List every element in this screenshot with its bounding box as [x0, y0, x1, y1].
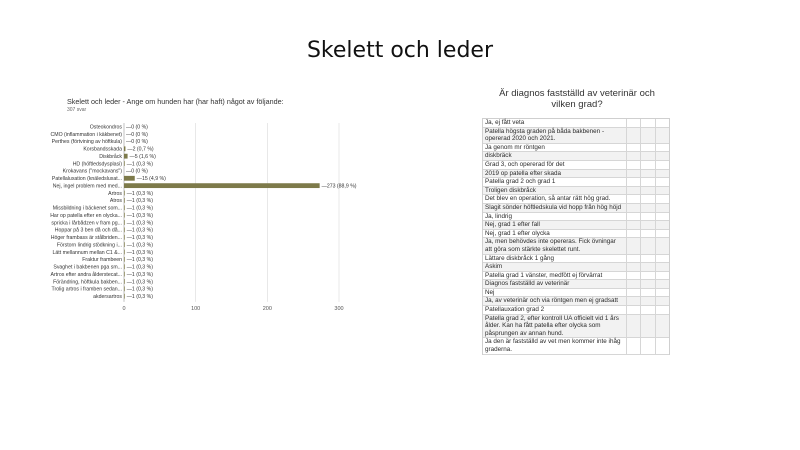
empty-cell — [656, 238, 669, 253]
answer-cell: Ja genom mr röntgen — [483, 144, 627, 152]
empty-cell — [641, 187, 656, 195]
x-tick-label: 0 — [122, 305, 126, 312]
value-label: —1 (0,3 %) — [126, 161, 153, 168]
category-label: Har op patella efter en olycka... — [50, 212, 122, 219]
category-label: Svaghet i bakbenen pga sm... — [53, 264, 122, 271]
answer-cell: Nej — [483, 289, 627, 297]
answer-cell: 2019 op patella efter skada — [483, 170, 627, 178]
empty-cell — [627, 187, 641, 195]
empty-cell — [627, 272, 641, 280]
answer-cell: Troligen diskbråck — [483, 187, 627, 195]
chart-subtitle: 307 svar — [67, 107, 87, 113]
empty-cell — [627, 255, 641, 263]
value-label: —1 (0,3 %) — [126, 205, 153, 212]
empty-cell — [656, 161, 669, 169]
bar — [124, 227, 125, 232]
category-label: Förstorn lindrig stödkning i... — [56, 242, 122, 249]
category-label: Nej, ingel problem med med... — [52, 183, 122, 190]
bar — [124, 235, 125, 240]
empty-cell — [627, 297, 641, 305]
value-label: —5 (1,6 %) — [129, 153, 156, 160]
category-label: Lätt mellannum mellan C1 &... — [52, 249, 122, 256]
table-row — [483, 297, 669, 306]
category-label: HD (höftledsdysplasi) — [72, 161, 122, 168]
empty-cell — [641, 170, 656, 178]
x-tick-label: 300 — [334, 305, 344, 312]
answer-cell: diskbräck — [483, 152, 627, 160]
answer-cell: Nej, grad 1 efter olycka — [483, 230, 627, 238]
category-label: CMO (inflammation i käkbenet) — [50, 131, 122, 138]
empty-cell — [641, 204, 656, 212]
empty-cell — [641, 230, 656, 238]
answer-cell: Patella högsta graden på båda bakbenen - opererad 2020 och 2021. — [483, 128, 627, 143]
value-label: —1 (0,3 %) — [126, 264, 153, 271]
answer-cell: Ja, men behövdes inte opereras. Fick övningar att göra som stärkte skelettet runt. — [483, 238, 627, 253]
empty-cell — [656, 280, 669, 288]
answer-cell: Patella grad 2, efter kontroll UA officielt vid 1 års ålder. Kan ha fått patella efter olycka som påsprungen av annan hund. — [483, 315, 627, 338]
empty-cell — [627, 221, 641, 229]
empty-cell — [656, 315, 669, 338]
empty-cell — [656, 213, 669, 221]
table-row — [483, 213, 669, 222]
value-label: —1 (0,3 %) — [126, 235, 153, 242]
value-label: —15 (4,9 %) — [136, 176, 166, 183]
empty-cell — [641, 280, 656, 288]
empty-cell — [627, 204, 641, 212]
table-row — [483, 280, 669, 289]
table-row — [483, 178, 669, 187]
answer-cell: Ja, ej fått veta — [483, 119, 627, 127]
empty-cell — [641, 338, 656, 353]
value-label: —1 (0,3 %) — [126, 227, 153, 234]
answers-table — [482, 118, 670, 355]
empty-cell — [641, 161, 656, 169]
empty-cell — [641, 221, 656, 229]
x-tick-label: 100 — [191, 305, 201, 312]
value-label: —1 (0,3 %) — [126, 242, 153, 249]
value-label: —1 (0,3 %) — [126, 271, 153, 278]
answer-cell: Ja, lindrig — [483, 213, 627, 221]
empty-cell — [641, 255, 656, 263]
category-label: Atros — [109, 198, 122, 205]
empty-cell — [656, 338, 669, 353]
table-title: Är diagnos fastställd av veterinär och vilken grad? — [499, 88, 655, 110]
empty-cell — [656, 204, 669, 212]
empty-cell — [627, 263, 641, 271]
answer-cell: Ja den är fastställd av vet men kommer inte ihåg graderna. — [483, 338, 627, 353]
value-label: —0 (0 %) — [126, 124, 148, 131]
empty-cell — [627, 152, 641, 160]
category-label: Höger frambass är stålbriden... — [50, 235, 122, 242]
category-label: Artros efter andra ålderstecat... — [50, 271, 122, 278]
bar — [124, 183, 320, 188]
bar — [124, 272, 125, 277]
empty-cell — [641, 263, 656, 271]
bar — [124, 220, 125, 225]
empty-cell — [627, 170, 641, 178]
empty-cell — [656, 255, 669, 263]
empty-cell — [656, 187, 669, 195]
table-row — [483, 315, 669, 339]
empty-cell — [641, 315, 656, 338]
empty-cell — [656, 128, 669, 143]
empty-cell — [641, 128, 656, 143]
empty-cell — [656, 195, 669, 203]
bar — [124, 257, 125, 262]
answer-cell: Det blev en operation, så antar rätt hög grad. — [483, 195, 627, 203]
empty-cell — [656, 170, 669, 178]
bar — [124, 154, 128, 159]
bar — [124, 146, 125, 151]
empty-cell — [627, 280, 641, 288]
empty-cell — [641, 238, 656, 253]
table-row — [483, 289, 669, 298]
value-label: —0 (0 %) — [126, 168, 148, 175]
empty-cell — [656, 263, 669, 271]
empty-cell — [641, 272, 656, 280]
bar — [124, 279, 125, 284]
empty-cell — [627, 119, 641, 127]
answer-cell: Ja, av veterinär och via röntgen men ej gradsatt — [483, 297, 627, 305]
value-label: —1 (0,3 %) — [126, 279, 153, 286]
table-row — [483, 263, 669, 272]
empty-cell — [627, 289, 641, 297]
bar — [124, 242, 125, 247]
value-label: —1 (0,3 %) — [126, 286, 153, 293]
value-label: —1 (0,3 %) — [126, 198, 153, 205]
empty-cell — [627, 178, 641, 186]
bar — [124, 264, 125, 269]
empty-cell — [656, 230, 669, 238]
table-row — [483, 338, 669, 354]
category-label: Förändring, höftkula bakben... — [53, 279, 122, 286]
table-row — [483, 195, 669, 204]
bar — [124, 198, 125, 203]
empty-cell — [656, 289, 669, 297]
empty-cell — [656, 119, 669, 127]
category-label: Hoppar på 3 ben då och då... — [54, 227, 122, 234]
empty-cell — [627, 230, 641, 238]
empty-cell — [656, 272, 669, 280]
bar — [124, 191, 125, 196]
table-row — [483, 255, 669, 264]
answer-cell: Diagnos fastställd av veterinär — [483, 280, 627, 288]
value-label: —1 (0,3 %) — [126, 212, 153, 219]
empty-cell — [641, 297, 656, 305]
empty-cell — [627, 306, 641, 314]
bar — [124, 205, 125, 210]
empty-cell — [656, 297, 669, 305]
category-label: Artros — [108, 190, 122, 197]
table-row — [483, 128, 669, 144]
empty-cell — [641, 152, 656, 160]
answer-cell: Patellauxation grad 2 — [483, 306, 627, 314]
bar — [124, 250, 125, 255]
answer-cell: Slagit sönder höftledskula vid hopp från hög höjd — [483, 204, 627, 212]
category-label: Perthes (förtvining av höftkula) — [51, 139, 122, 146]
empty-cell — [641, 195, 656, 203]
value-label: —2 (0,7 %) — [127, 146, 154, 153]
empty-cell — [627, 195, 641, 203]
x-tick-label: 200 — [262, 305, 272, 312]
bar — [124, 176, 135, 181]
value-label: —0 (0 %) — [126, 139, 148, 146]
table-row — [483, 221, 669, 230]
slide-title: Skelett och leder — [306, 38, 494, 63]
empty-cell — [627, 315, 641, 338]
empty-cell — [641, 144, 656, 152]
table-row — [483, 204, 669, 213]
category-label: Missbildning i bäckenet som... — [52, 205, 122, 212]
empty-cell — [627, 213, 641, 221]
answer-cell: Patella grad 2 och grad 1 — [483, 178, 627, 186]
value-label: —1 (0,3 %) — [126, 257, 153, 264]
empty-cell — [627, 128, 641, 143]
empty-cell — [641, 119, 656, 127]
empty-cell — [627, 144, 641, 152]
empty-cell — [656, 178, 669, 186]
value-label: —1 (0,3 %) — [126, 249, 153, 256]
category-label: spricka i lårbådzen v fram pg... — [51, 220, 122, 227]
empty-cell — [627, 238, 641, 253]
empty-cell — [656, 152, 669, 160]
category-label: Fraktur frambeen — [82, 257, 122, 264]
empty-cell — [641, 178, 656, 186]
value-label: —1 (0,3 %) — [126, 293, 153, 300]
table-row — [483, 170, 669, 179]
chart-title: Skelett och leder - Ange om hunden har (har haft) något av följande: — [67, 97, 284, 106]
category-label: akdersartros — [93, 293, 122, 300]
value-label: —1 (0,3 %) — [126, 220, 153, 227]
answer-cell: Nej, grad 1 efter fall — [483, 221, 627, 229]
table-row — [483, 144, 669, 153]
category-label: Osteokondros — [89, 124, 122, 131]
category-label: Diskbråck — [99, 153, 122, 160]
table-row — [483, 238, 669, 254]
bar — [124, 286, 125, 291]
table-row — [483, 152, 669, 161]
bar — [124, 161, 125, 166]
empty-cell — [627, 338, 641, 353]
bar — [124, 213, 125, 218]
empty-cell — [641, 213, 656, 221]
category-label: Korsbandsskada — [83, 146, 122, 153]
value-label: —0 (0 %) — [126, 131, 148, 138]
value-label: —273 (88,9 %) — [321, 183, 357, 190]
table-row — [483, 230, 669, 239]
category-label: Trolig artros i framben sedan... — [51, 286, 122, 293]
table-row — [483, 119, 669, 128]
bar — [124, 294, 125, 299]
empty-cell — [656, 221, 669, 229]
table-row — [483, 161, 669, 170]
answer-cell: Askim — [483, 263, 627, 271]
table-row — [483, 306, 669, 315]
empty-cell — [641, 306, 656, 314]
value-label: —1 (0,3 %) — [126, 190, 153, 197]
category-label: Krokavans ("mockavans") — [62, 168, 122, 175]
answer-cell: Lättare diskbråck 1 gång — [483, 255, 627, 263]
empty-cell — [641, 289, 656, 297]
empty-cell — [656, 306, 669, 314]
category-label: Patellaluxation (knäledsluxat... — [51, 176, 122, 183]
answer-cell: Grad 3, och opererad för det — [483, 161, 627, 169]
empty-cell — [627, 161, 641, 169]
empty-cell — [656, 144, 669, 152]
answer-cell: Patella grad 1 vänster, medfött ej förvärrat — [483, 272, 627, 280]
table-row — [483, 272, 669, 281]
